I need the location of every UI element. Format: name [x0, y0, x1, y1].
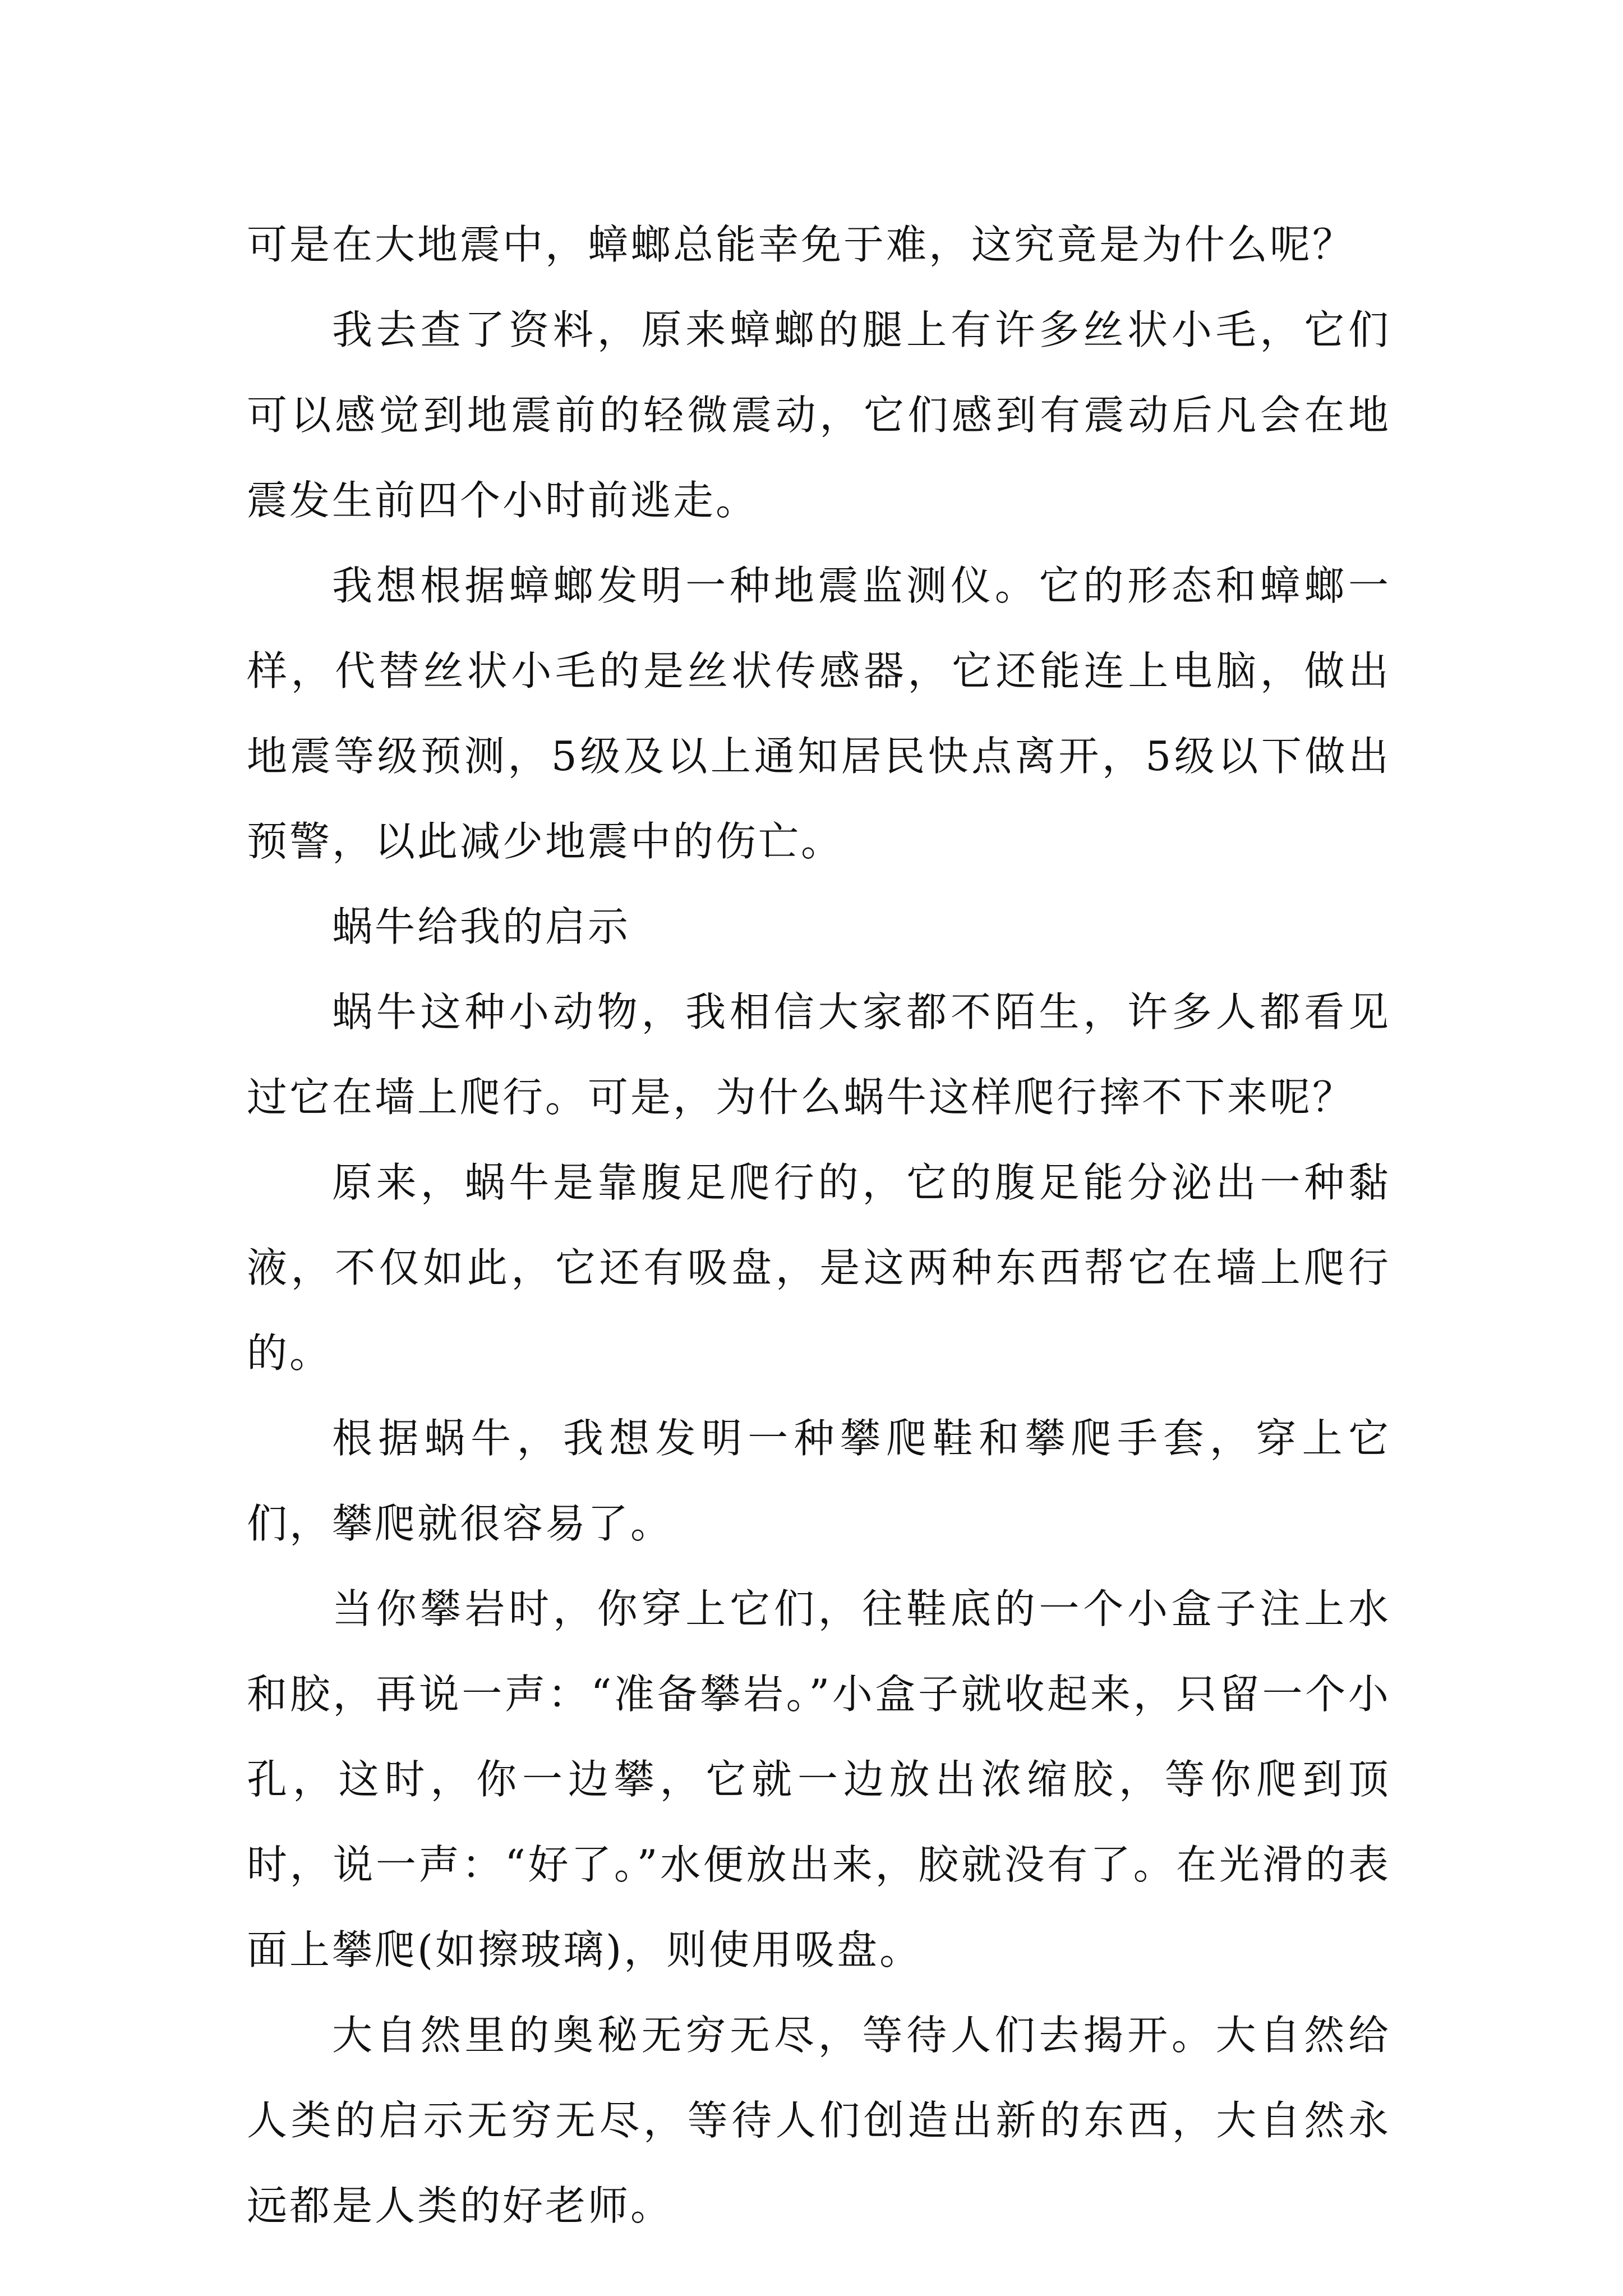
paragraph-1: 可是在大地震中，蟑螂总能幸免于难，这究竟是为什么呢？ [247, 221, 1355, 268]
paragraph-5: 蜗牛这种小动物，我相信大家都不陌生，许多人都看见过它在墙上爬行。可是，为什么蜗牛这样爬行摔不下来呢？ [247, 988, 1391, 1121]
paragraph-3: 我想根据蟑螂发明一种地震监测仪。它的形态和蟑螂一样，代替丝状小毛的是丝状传感器，它还能连上电脑，做出地震等级预测，5级及以上通知居民快点离开，5级以下做出预警，以此减少地震中的伤亡。 [247, 562, 1391, 865]
document-body [247, 202, 1391, 2248]
paragraph-6: 原来，蜗牛是靠腹足爬行的，它的腹足能分泌出一种黏液，不仅如此，它还有吸盘，是这两种东西帮它在墙上爬行的。 [247, 1159, 1391, 1377]
paragraph-8: 当你攀岩时，你穿上它们，往鞋底的一个小盒子注上水和胶，再说一声：“准备攀岩。”小盒子就收起来，只留一个小孔，这时，你一边攀，它就一边放出浓缩胶，等你爬到顶时，说一声：“好了。”水便放出来，胶就没有了。在光滑的表面上攀爬(如擦玻璃)，则使用吸盘。 [247, 1585, 1391, 1973]
paragraph-7: 根据蜗牛，我想发明一种攀爬鞋和攀爬手套，穿上它们，攀爬就很容易了。 [247, 1415, 1391, 1547]
section-heading: 蜗牛给我的启示 [332, 903, 631, 950]
paragraph-9: 大自然里的奥秘无穷无尽，等待人们去揭开。大自然给人类的启示无穷无尽，等待人们创造出新的东西，大自然永远都是人类的好老师。 [247, 2012, 1391, 2229]
paragraph-2: 我去查了资料，原来蟑螂的腿上有许多丝状小毛，它们可以感觉到地震前的轻微震动，它们感到有震动后凡会在地震发生前四个小时前逃走。 [247, 306, 1391, 524]
